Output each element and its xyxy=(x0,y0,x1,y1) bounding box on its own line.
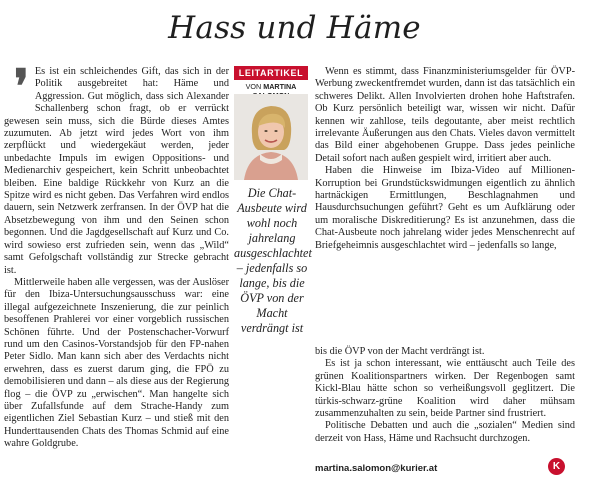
author-email-link[interactable]: martina.salomon@kurier.at xyxy=(315,463,438,474)
right-column xyxy=(315,66,575,252)
right-paragraph-1: Wenn es stimmt, dass Finanzministeriumsgelder für ÖVP-Werbung zweckentfremdet wurden, dann ist das tatsächlich ein schweres Delikt. Allen Involvierten drohen hohe Haftstrafen. Ob Kurz persönlich beteiligt war, wissen wir nicht. Dafür kennen wir zahllose, teils degoutante, aber meist rechtlich irrelevante Äußerungen aus den Chats. Vieles davon vermittelt das Bild einer abgehobenen Gruppe. Dass jedes peinliche Detail sofort nach außen gespielt wird, irritiert aber auch. xyxy=(315,66,575,164)
left-paragraph-1: Es ist ein schleichendes Gift, das sich in der Politik ausgebreitet hat: Häme und Aggression. Gut möglich, dass sich Alexander Schallenberg schon fragt, ob er verrückt gewesen sein muss, sich die Bürde dieses Amtes zuzumuten. Ab jetzt wird jedes Wort von ihm zerpflückt und wiedergekäut werden, jeder unbedachte Impuls im ewigen Oppositions- und Medienarchiv gespeichert, kein Schritt unbeobachtet bleiben. Eine baldige Rückkehr von Kurz an die Spitze wird es nicht geben. Das Verfahren wird endlos dauern, sein Netzwerk zerfransen. In der ÖVP hat die Absetzbewegung von ihm und den Seinen schon begonnen. Und die Jagdgesellschaft auf Kurz und Co. wird sowieso erst zufrieden sein, wenn das „Wild“ samt Gefolgschaft vollständig zur Strecke gebracht ist. xyxy=(4,66,229,276)
byline-prefix: VON xyxy=(245,82,262,91)
right-paragraph-2: Haben die Hinweise im Ibiza-Video auf Millionen-Korruption bei Grundstückswidmungen eigentlich zu ähnlich hartnäckigen Ermittlungen, Beschlagnahmen und Hausdurchsuchungen geführt? Geht es um Aufklärung oder um moralische Diskreditierung? Es ist anzunehmen, dass die Chat-Ausbeute noch jahrelang wider jedes Menschenrecht auf Briefgeheimnis ausgeschlachtet wird – jedenfalls so lange, xyxy=(315,165,575,251)
author-portrait xyxy=(234,94,308,180)
bottom-paragraph-3: Politische Debatten und auch die „sozialen“ Medien sind derzeit von Hass, Häme und Rachsucht durchzogen. xyxy=(315,420,575,444)
kurier-logo-icon: K xyxy=(548,458,565,475)
page-title: Hass und Häme xyxy=(168,10,421,46)
dropcap-quote-mark: ❜ xyxy=(14,59,29,113)
bottom-paragraph-2: Es ist ja schon interessant, wie enttäuscht auch Teile des grünen Koalitionspartners wirken. Der Regenbogen samt Kickl-Blau hätte schon so verheißungsvoll geglitzert. Die türkis-schwarz-grüne Koalition wird daher mühsam zusammenzuhalten zu sein, beide Partner sind frustriert. xyxy=(315,358,575,420)
bottom-column xyxy=(315,346,575,445)
bottom-paragraph-1: bis die ÖVP von der Macht verdrängt ist. xyxy=(315,346,485,357)
pull-quote: Die Chat-Ausbeute wird wohl noch jahrelang ausgeschlachtet – jedenfalls so lange, bis die ÖVP von der Macht verdrängt ist xyxy=(234,186,312,335)
left-column xyxy=(4,59,229,451)
left-paragraph-2: Mittlerweile haben alle vergessen, was der Auslöser für den Ibiza-Untersuchungsausschuss war: eine illegal aufgezeichnete Inszenierung, die zur peinlich besoffenen Prahlerei vor einer vorgeblich russischen Schönen führte. Und der Postenschacher-Vorwurf rund um den Casinos-Vorstandsjob für den FP-nahen Peter Sidlo. Man kann sich aber des Verdachts nicht erwehren, dass es zuerst darum ging, die FPÖ zu demobilisieren und dann – als diese aus der Regierung flog – die ÖVP zu „erwischen“. Man hangelte sich über Zufallsfunde auf dem Strache-Handy zum eigentlichen Ziel Sebastian Kurz – und stieß mit den Hunderttausenden Chats des Thomas Schmid auf eine wahre Goldgrube. xyxy=(4,276,229,450)
author-portrait-image xyxy=(234,94,308,180)
byline-author: MARTINA xyxy=(263,82,297,91)
leitartikel-badge: LEITARTIKEL xyxy=(234,66,308,80)
